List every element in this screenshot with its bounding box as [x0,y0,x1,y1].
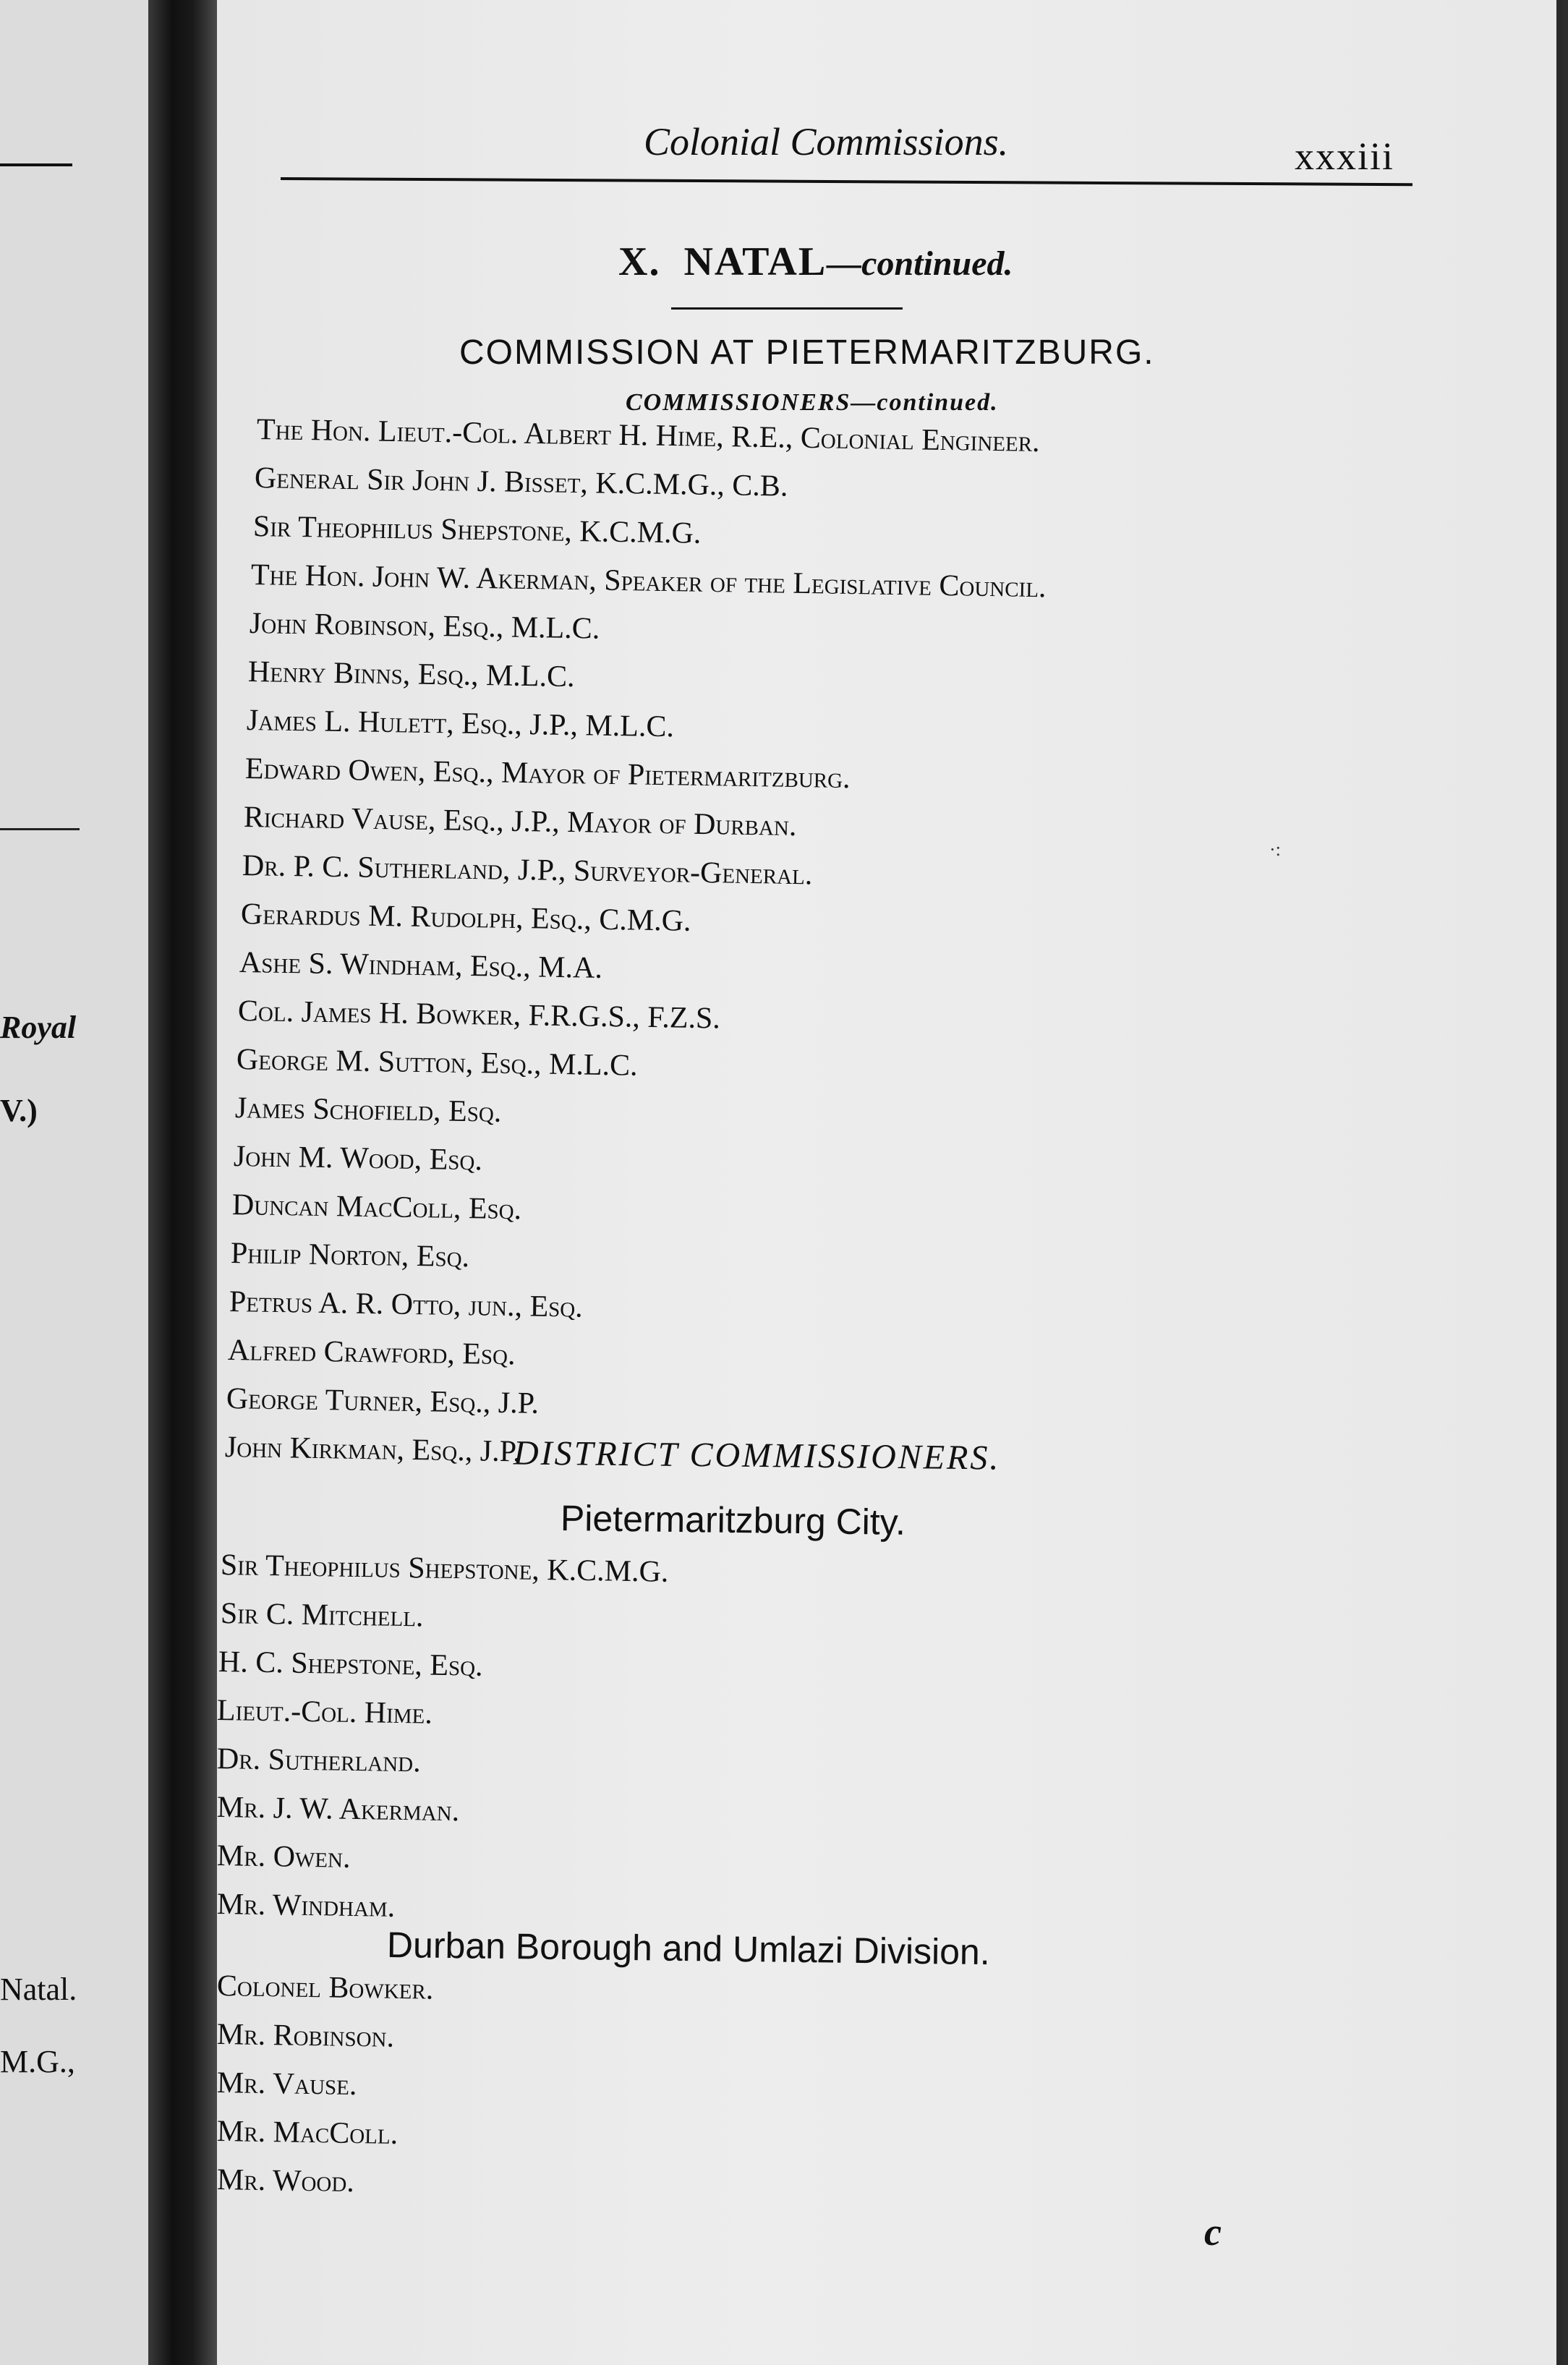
commission-member: Edward Owen, Esq., Mayor of Pietermaritzburg. [244,752,851,796]
adjacent-page-fragment: Royal [0,1010,77,1045]
commission-member: The Hon. John W. Akerman, Speaker of the Legislative Council. [250,558,1047,605]
district-member: Mr. Robinson. [217,2018,395,2054]
commission-member: Petrus A. R. Otto, jun., Esq. [229,1285,584,1324]
district-member: Colonel Bowker. [217,1969,434,2006]
running-head: Colonial Commissions. [644,120,1009,163]
district-member: Lieut.-Col. Hime. [217,1694,433,1731]
page-number: xxxiii [1295,135,1395,178]
district-member: Dr. Sutherland. [217,1742,422,1779]
commission-member: George Turner, Esq., J.P. [226,1382,540,1420]
book-page [217,0,1562,2365]
district-member: Sir Theophilus Shepstone, K.C.M.G. [220,1548,669,1589]
commission-member-list [217,0,1562,2365]
commission-member: George M. Sutton, Esq., M.L.C. [236,1043,638,1083]
handwritten-mark: c [1204,2210,1222,2254]
commission-member: Philip Norton, Esq. [230,1237,470,1274]
district-group-title: Pietermaritzburg City. [560,1498,906,1543]
section-number: X. [618,239,661,284]
commission-member: Gerardus M. Rudolph, Esq., C.M.G. [240,898,691,938]
commission-member: John Robinson, Esq., M.L.C. [249,607,600,646]
district-commissioners-title: DISTRICT COMMISSIONERS. [513,1433,1001,1478]
section-name: NATAL [683,239,827,284]
district-member: Mr. J. W. Akerman. [217,1791,460,1828]
adjacent-page-rule [0,163,72,166]
commission-member: Dr. P. C. Sutherland, J.P., Surveyor-General. [242,849,813,892]
district-group-title: Durban Borough and Umlazi Division. [386,1925,991,1973]
district-member: Mr. Vause. [217,2066,357,2102]
adjacent-page-strip [0,0,148,2365]
commission-member: Col. James H. Bowker, F.R.G.S., F.Z.S. [237,994,721,1036]
commission-member: Henry Binns, Esq., M.L.C. [247,655,575,694]
commission-member: James L. Hulett, Esq., J.P., M.L.C. [246,704,675,744]
print-speck: ·: [1269,839,1281,860]
district-member: Sir C. Mitchell. [220,1597,424,1634]
commission-title: COMMISSION AT PIETERMARITZBURG. [459,333,1155,372]
district-member: H. C. Shepstone, Esq. [218,1645,483,1683]
commission-member: John M. Wood, Esq. [233,1140,483,1177]
adjacent-page-rule [0,828,80,830]
book-spine-shadow [148,0,217,2365]
district-member: Mr. Windham. [217,1888,396,1924]
district-member: Mr. Wood. [217,2163,355,2199]
district-member: Mr. MacColl. [217,2115,399,2151]
commission-member: Richard Vause, Esq., J.P., Mayor of Durban. [243,801,797,843]
commission-member: Alfred Crawford, Esq. [227,1334,516,1372]
district-member: Mr. Owen. [217,1839,351,1875]
commission-member: General Sir John J. Bisset, K.C.M.G., C.B. [254,461,788,503]
commissioners-subtitle: COMMISSIONERS—continued. [626,389,999,416]
commission-member: James Schofield, Esq. [234,1091,502,1129]
adjacent-page-fragment: V.) [0,1093,38,1128]
section-continued: —continued. [827,244,1013,283]
adjacent-page-fragment: Natal. [0,1972,77,2007]
commission-member: Ashe S. Windham, Esq., M.A. [239,946,603,985]
commission-member: The Hon. Lieut.-Col. Albert H. Hime, R.E., Colonial Engineer. [256,413,1040,459]
adjacent-page-fragment: M.G., [0,2044,75,2079]
commission-member: Duncan MacColl, Esq. [231,1188,522,1227]
commission-member: John Kirkman, Esq., J.P. [224,1431,521,1469]
commission-member: Sir Theophilus Shepstone, K.C.M.G. [252,510,702,550]
